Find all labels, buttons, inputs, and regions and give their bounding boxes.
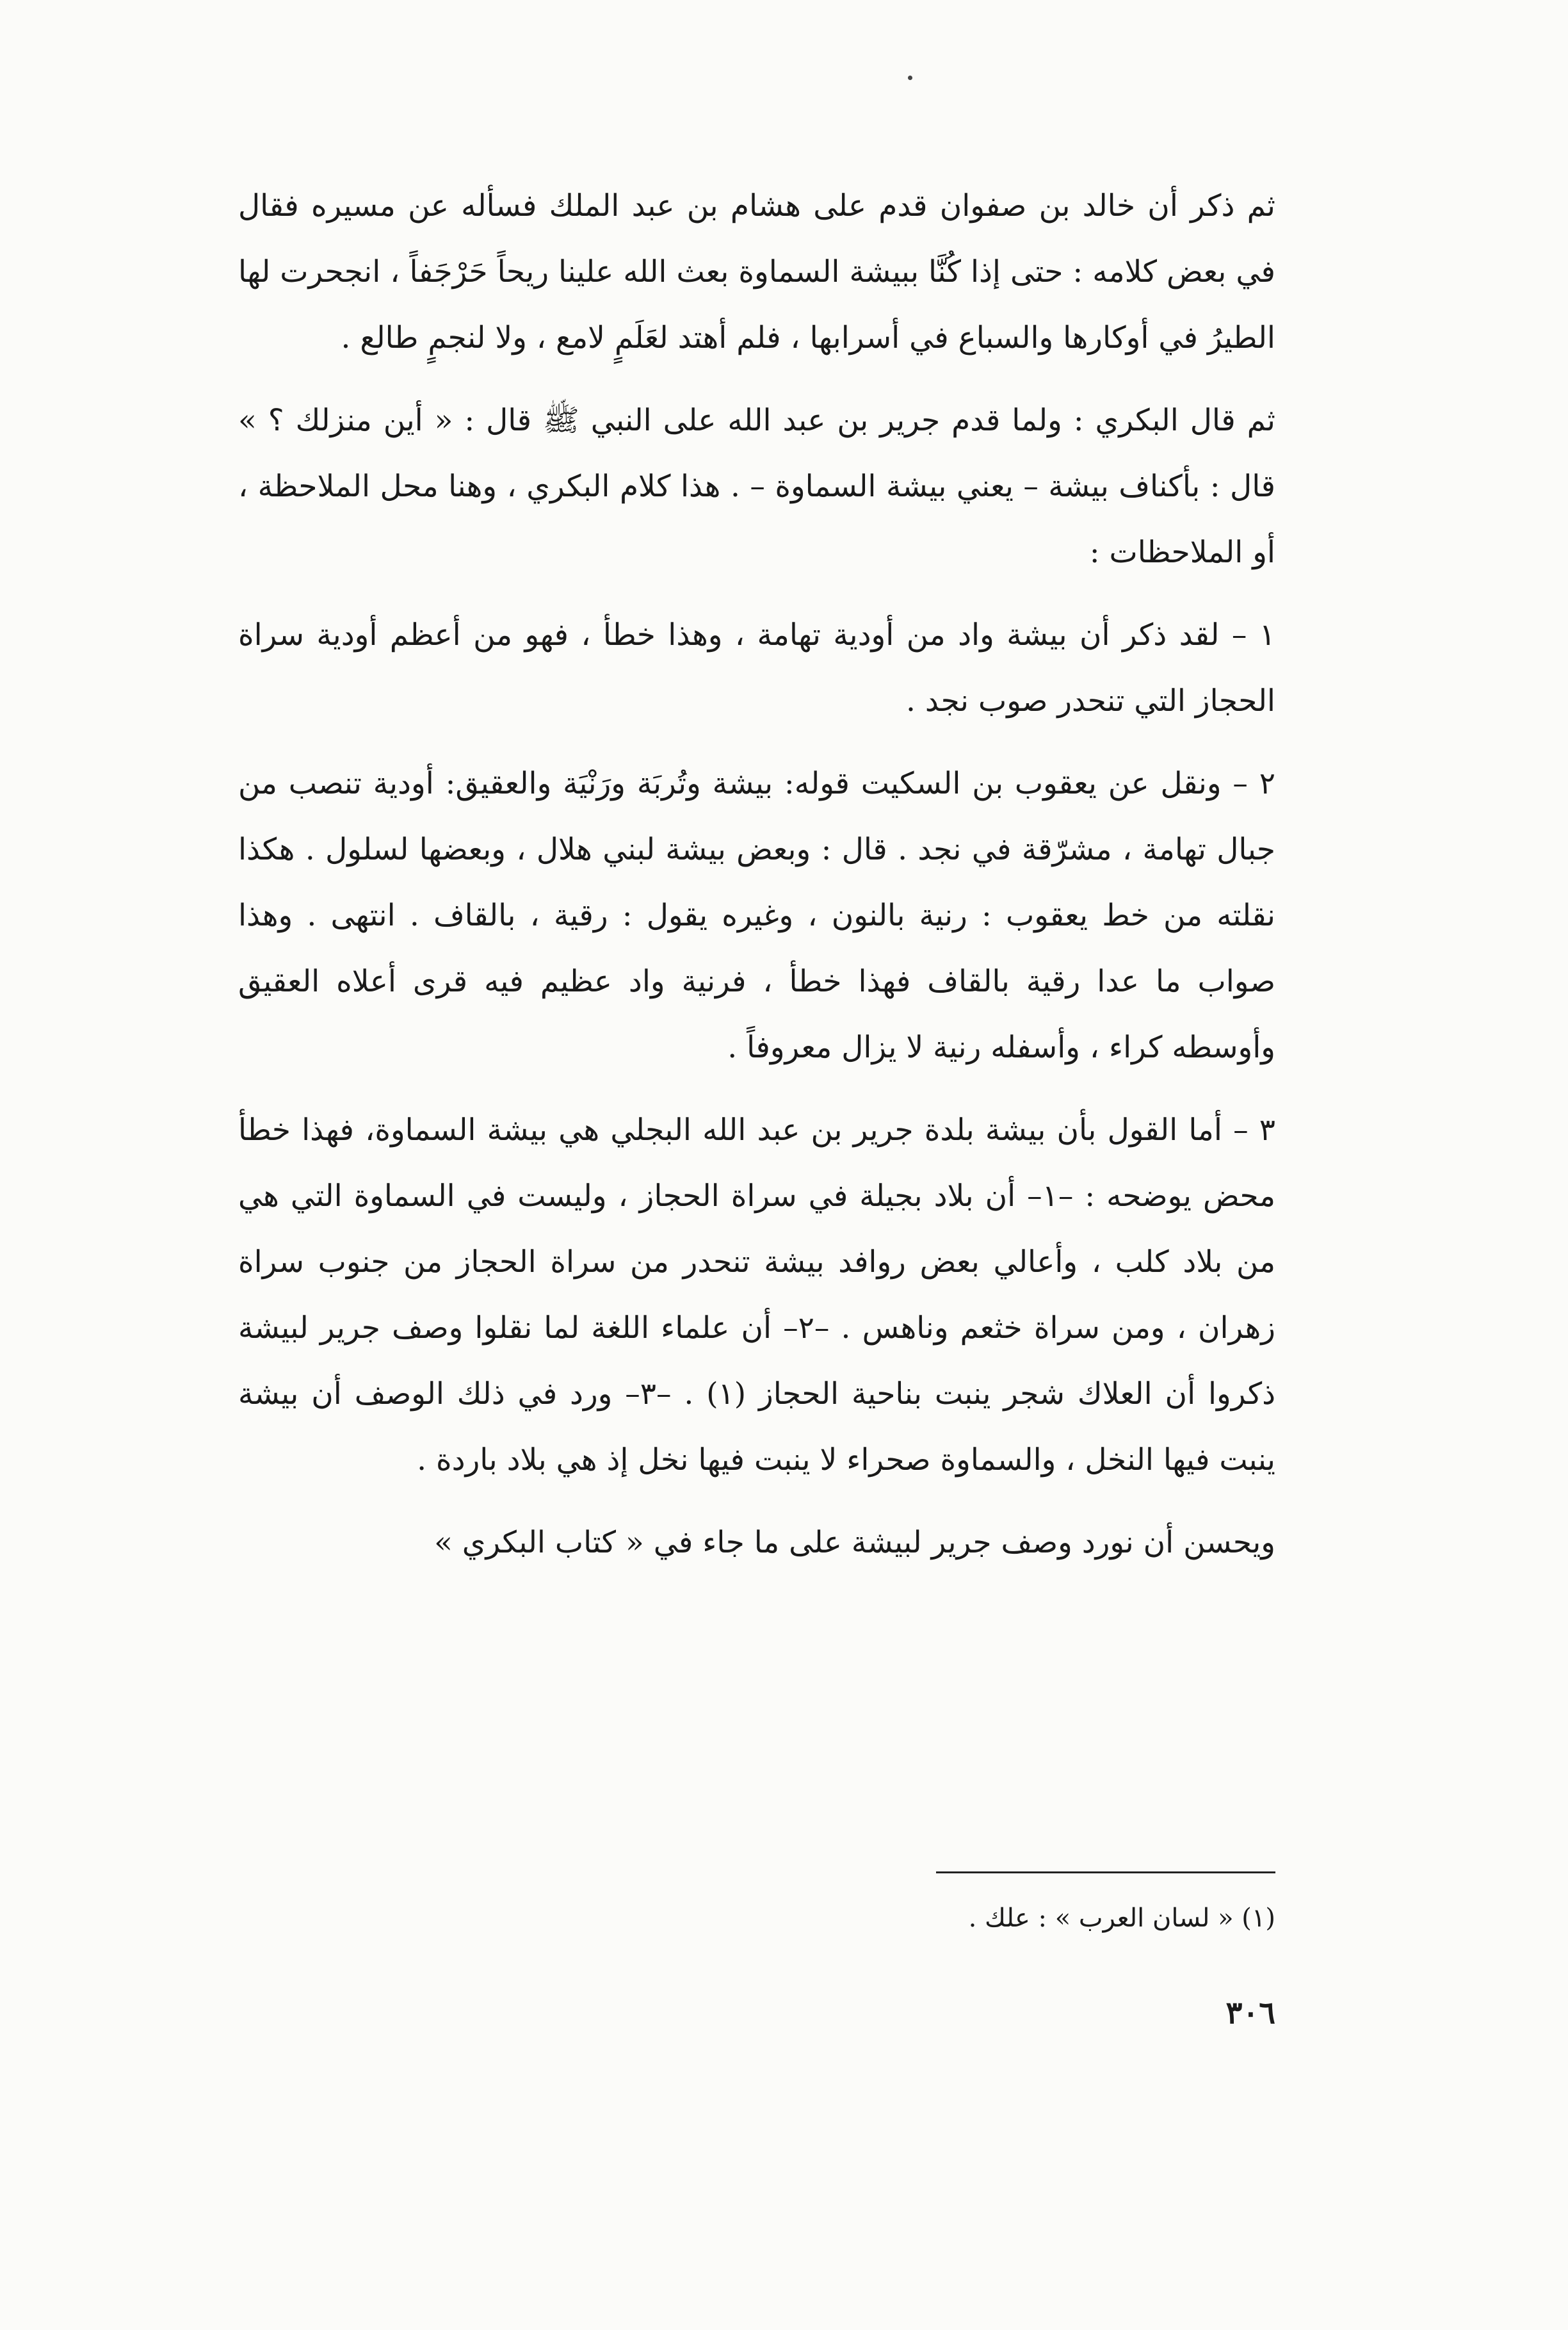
paragraph-note-1: ١ – لقد ذكر أن بيشة واد من أودية تهامة ، وهذا خطأ ، فهو من أعظم أودية سراة الحجاز التي تنحدر صوب نجد .	[238, 617, 1275, 719]
paragraph-bakri-jarir: ثم قال البكري : ولما قدم جرير بن عبد الله على النبي ﷺ قال : « أين منزلك ؟ » قال : بأكناف بيشة – يعني بيشة السماوة – . هذا كلام البكري ، وهنا محل الملاحظة ، أو الملاحظات :	[238, 403, 1275, 570]
page-number: ٣٠٦	[1225, 1995, 1275, 2031]
paragraph-closing: ويحسن أن نورد وصف جرير لبيشة على ما جاء في « كتاب البكري »	[434, 1525, 1275, 1560]
paragraph-note-2: ٢ – ونقل عن يعقوب بن السكيت قوله: بيشة وتُربَة ورَنْيَة والعقيق: أودية تنصب من جبال تهامة ، مشرّقة في نجد . قال : وبعض بيشة لبني هلال ، وبعضها لسلول . هكذا نقلته من خط يعقوب : رنية بالنون ، وغيره يقول : رقية ، بالقاف . انتهى . وهذا صواب ما عدا رقية بالقاف فهذا خطأ ، فرنية واد عظيم فيه قرى أعلاه العقيق وأوسطه كراء ، وأسفله رنية لا يزال معروفاً .	[238, 766, 1275, 1065]
print-speck	[908, 76, 912, 80]
body-text	[238, 173, 1275, 1592]
paragraph-note-3: ٣ – أما القول بأن بيشة بلدة جرير بن عبد الله البجلي هي بيشة السماوة، فهذا خطأ محض يوضحه : –١– أن بلاد بجيلة في سراة الحجاز ، وليست في السماوة التي هي من بلاد كلب ، وأعالي بعض روافد بيشة تنحدر من سراة الحجاز من جنوب سراة زهران ، ومن سراة خثعم وناهس . –٢– أن علماء اللغة لما نقلوا وصف جرير لبيشة ذكروا أن العلاك شجر ينبت بناحية الحجاز (١) . –٣– ورد في ذلك الوصف أن بيشة ينبت فيها النخل ، والسماوة صحراء لا ينبت فيها نخل إذ هي بلاد باردة .	[238, 1112, 1275, 1478]
footnote-divider	[936, 1871, 1275, 1873]
footnote: (١) « لسان العرب » : علك .	[968, 1903, 1275, 1933]
paragraph-khalid-ibn-safwan: ثم ذكر أن خالد بن صفوان قدم على هشام بن عبد الملك فسأله عن مسيره فقال في بعض كلامه : حتى إذا كُنَّا ببيشة السماوة بعث الله علينا ريحاً حَرْجَفاً ، انجحرت لها الطيرُ في أوكارها والسباع في أسرابها ، فلم أهتد لعَلَمٍ لامع ، ولا لنجمٍ طالع .	[238, 188, 1275, 355]
